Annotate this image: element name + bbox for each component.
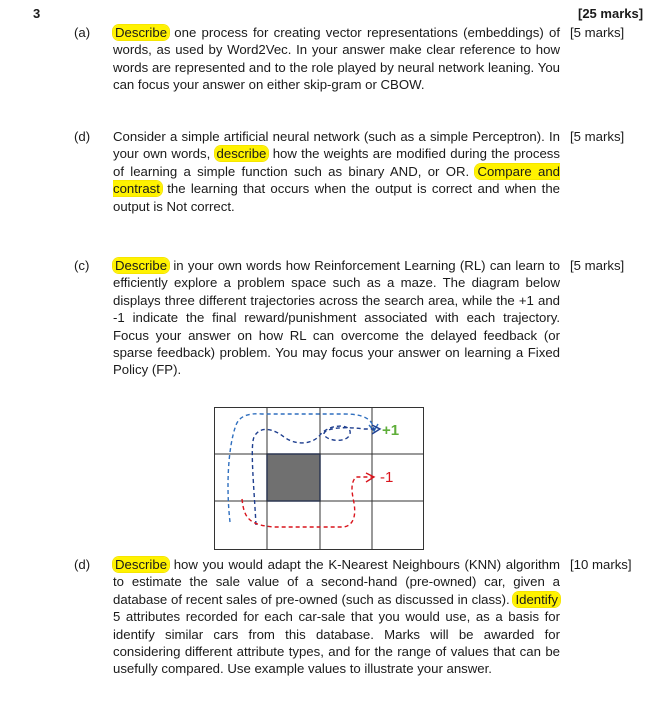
text-run: how you would adapt the K-Nearest Neighbours (KNN) algorithm to estimate the sale value of a second-hand (pre-owned) car, given a database of recent sales of pre-owned (such as discussed in class). bbox=[113, 557, 560, 607]
highlighted-keyword: Describe bbox=[115, 258, 168, 273]
part-text bbox=[113, 556, 560, 678]
question-number: 3 bbox=[33, 6, 41, 21]
total-marks: [25 marks] bbox=[578, 6, 644, 21]
part-label: (a) bbox=[74, 25, 91, 40]
highlighted-keyword: describe bbox=[216, 146, 267, 162]
obstacle-cell bbox=[267, 454, 320, 501]
part-label: (d) bbox=[74, 129, 91, 144]
text-run: in your own words how Reinforcement Learning (RL) can learn to efficiently explore a problem space such as a maze. The diagram below displays three different trajectories across the search area, while the +1 and -1 indicate the final reward/punishment associated with each trajectory. Focus your answer on how RL can overcome the delayed feedback (or sparse feedback) problem. You may focus your answer on learning a Fixed Policy (FP). bbox=[113, 258, 560, 378]
highlighted-keyword: Describe bbox=[115, 557, 168, 572]
text-run: 5 attributes recorded for each car-sale that you would use, as a basis for identify similar cars from this database. Marks will be awarded for considering different attribute types, and for the range of values that can be usefully compared. Use example values to illustrate your answer. bbox=[113, 609, 560, 677]
highlighted-keyword: Describe bbox=[115, 25, 168, 40]
part-marks: [5 marks] bbox=[570, 25, 625, 40]
reward-positive: +1 bbox=[382, 422, 400, 439]
part-marks: [10 marks] bbox=[570, 557, 632, 572]
part-marks: [5 marks] bbox=[570, 129, 625, 144]
part-text bbox=[113, 257, 560, 379]
text-run: Consider a simple artificial neural network (such as a simple Perceptron). In your own words, bbox=[113, 129, 560, 162]
text-run: one process for creating vector representations (embeddings) of words, as used by Word2Vec. In your answer make clear reference to how words are represented and to the role played by neural network leaning. You can focus your answer on either skip-gram or CBOW. bbox=[113, 25, 560, 93]
rl-maze-diagram bbox=[214, 407, 424, 550]
part-text bbox=[113, 24, 560, 94]
part-marks: [5 marks] bbox=[570, 258, 625, 273]
reward-negative: -1 bbox=[380, 469, 394, 486]
part-label: (c) bbox=[74, 258, 90, 273]
part-text bbox=[113, 128, 560, 215]
highlighted-keyword: Identify bbox=[515, 591, 558, 607]
text-run: the learning that occurs when the output is correct and when the output is Not correct. bbox=[113, 181, 560, 214]
maze-svg bbox=[214, 407, 424, 550]
highlighted-keyword: Compare and contrast bbox=[113, 163, 560, 197]
part-label: (d) bbox=[74, 557, 91, 572]
text-run: how the weights are modified during the process of learning a simple function such as binary AND, or OR. bbox=[113, 146, 560, 179]
